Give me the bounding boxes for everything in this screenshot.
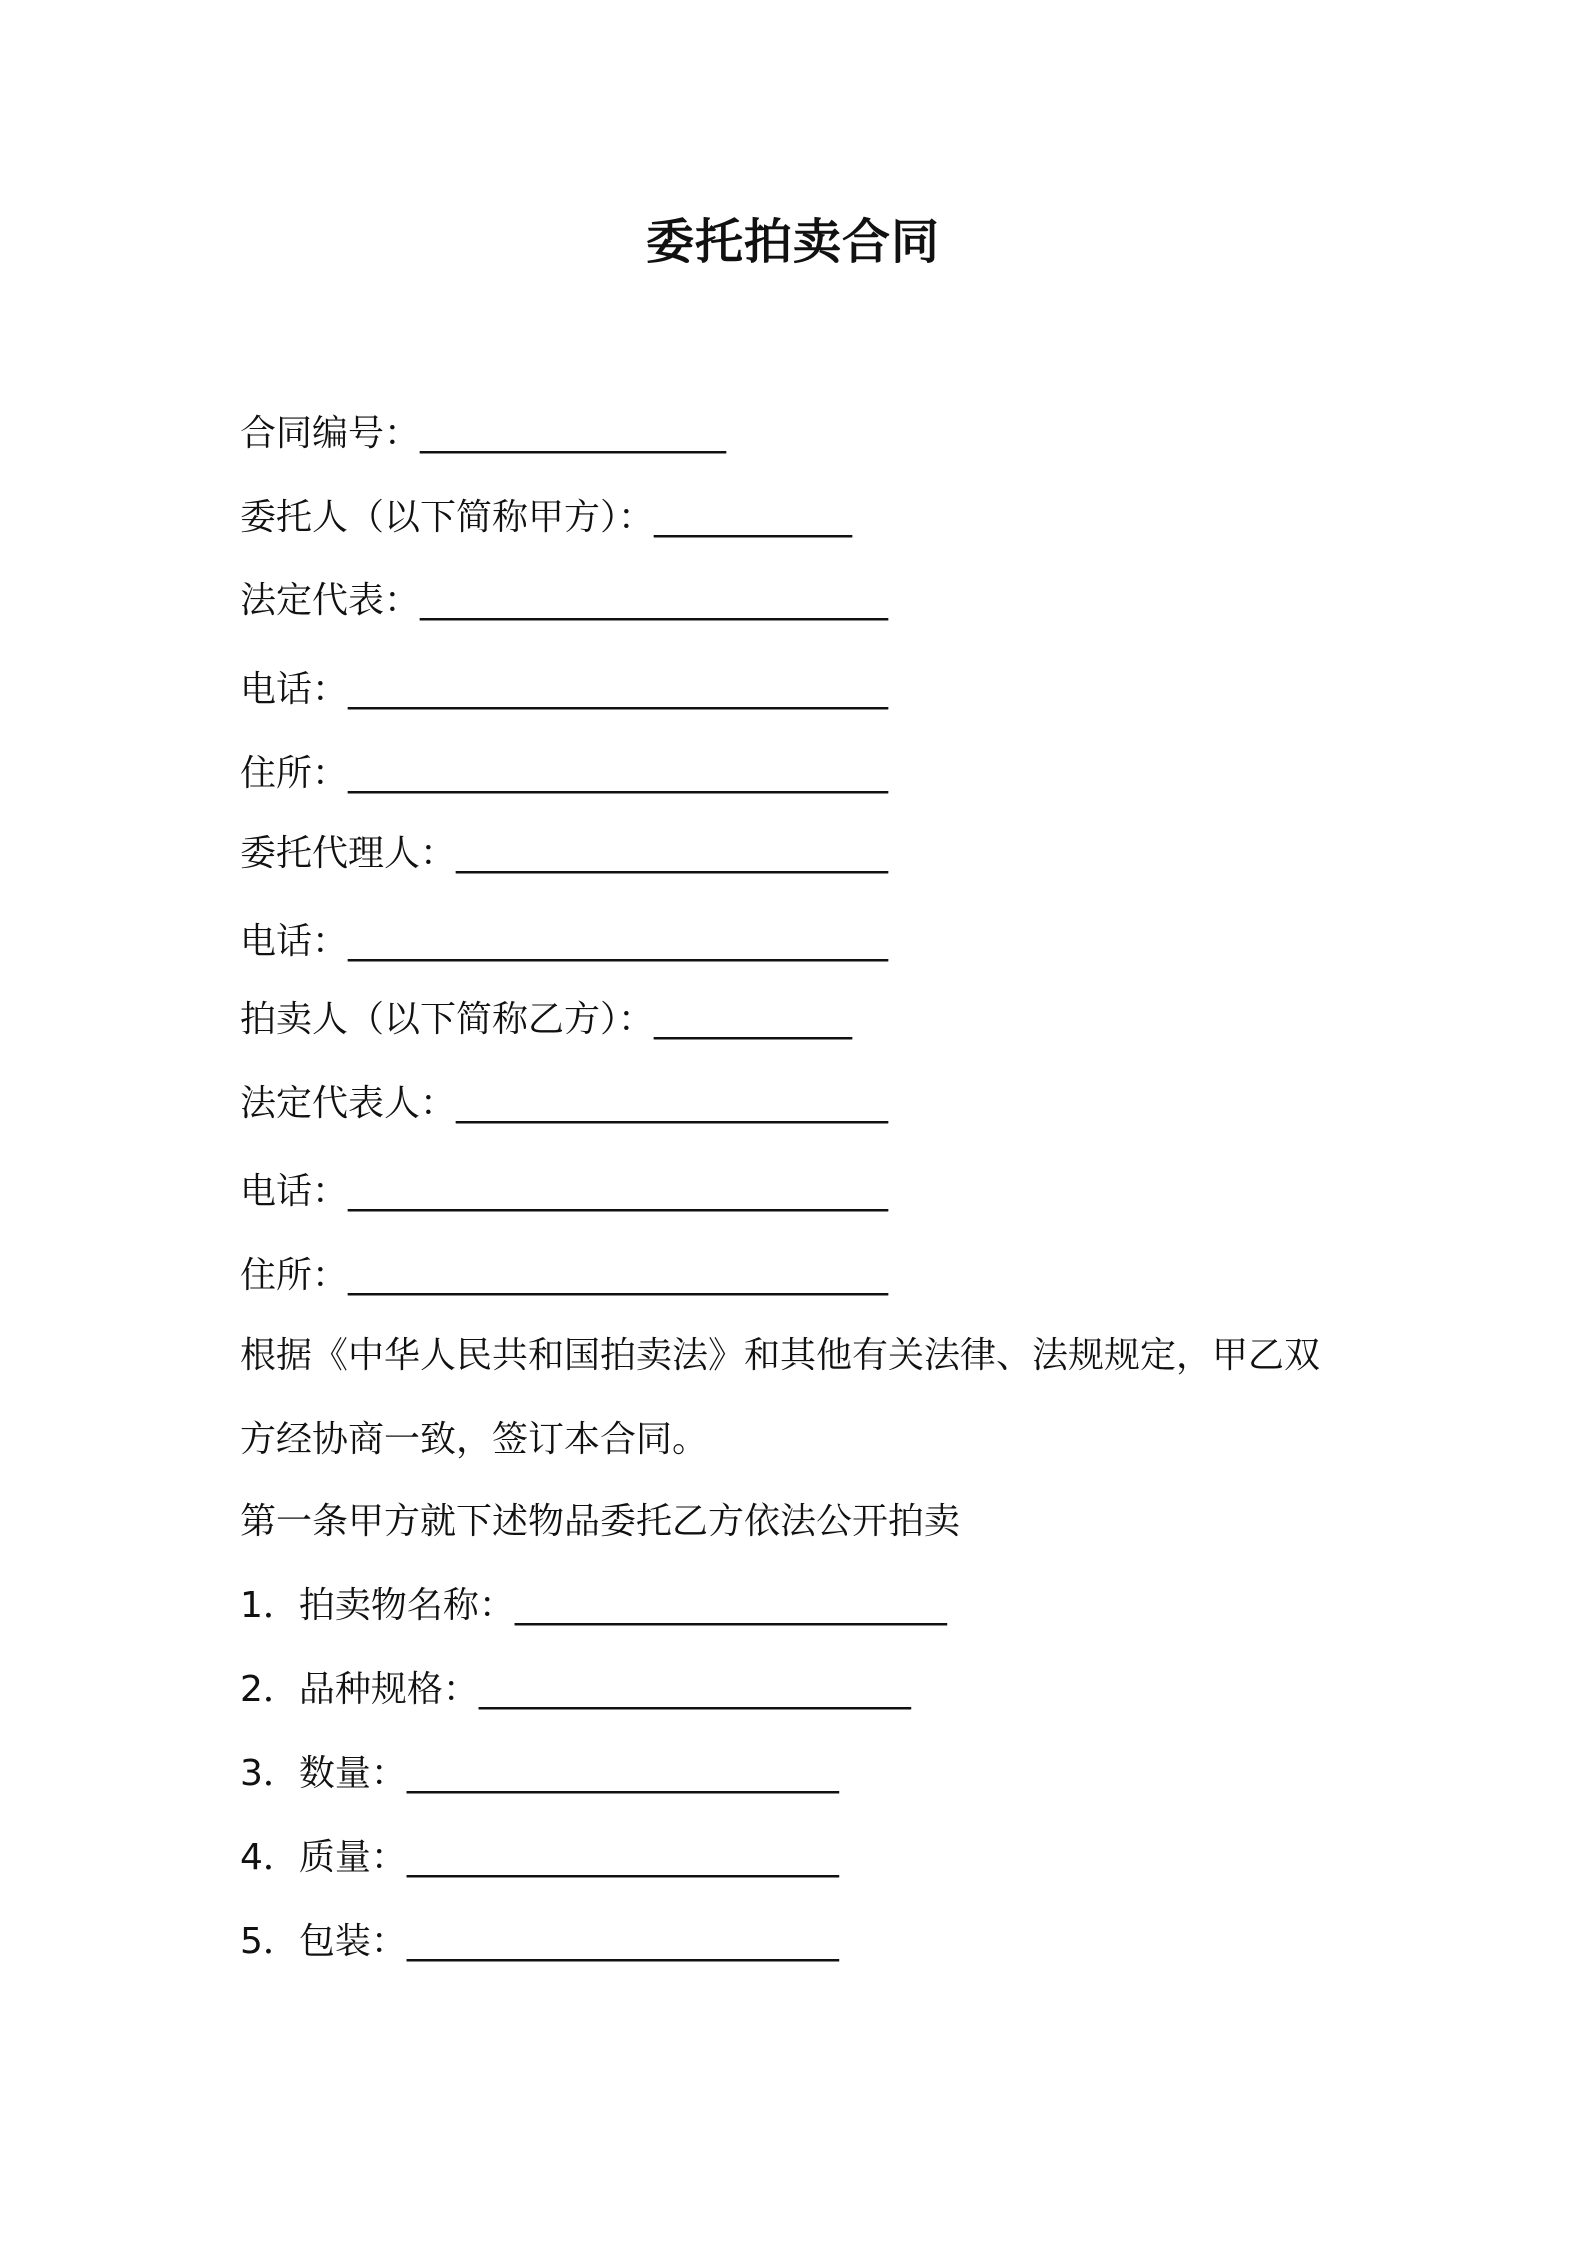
auctioneer-field: 拍卖人（以下简称乙方）：___________	[240, 999, 853, 1040]
preamble-paragraph-line-2: 方经协商一致，签订本合同。	[240, 1419, 709, 1460]
agent-field: 委托代理人：________________________	[240, 833, 889, 874]
auctioneer-legal-rep-field: 法定代表人：________________________	[240, 1083, 889, 1124]
legal-representative-field: 法定代表：__________________________	[240, 580, 889, 621]
item-name-field: 1．拍卖物名称：________________________	[240, 1585, 947, 1626]
client-address-field: 住所：______________________________	[240, 753, 889, 794]
item-spec-field: 2．品种规格：________________________	[240, 1669, 911, 1710]
document-title: 委托拍卖合同	[645, 214, 940, 270]
client-phone-field: 电话：______________________________	[240, 669, 889, 710]
item-quantity-field: 3．数量：________________________	[240, 1753, 839, 1794]
contract-number-field: 合同编号：_________________	[240, 413, 727, 454]
item-quality-field: 4．质量：________________________	[240, 1837, 839, 1878]
client-field: 委托人（以下简称甲方）：___________	[240, 497, 853, 538]
auctioneer-address-field: 住所：______________________________	[240, 1255, 889, 1296]
auctioneer-phone-field: 电话：______________________________	[240, 1171, 889, 1212]
article-one-heading: 第一条甲方就下述物品委托乙方依法公开拍卖	[240, 1501, 961, 1542]
item-packaging-field: 5．包装：________________________	[240, 1921, 839, 1962]
agent-phone-field: 电话：______________________________	[240, 921, 889, 962]
preamble-paragraph-line-1: 根据《中华人民共和国拍卖法》和其他有关法律、法规规定，甲乙双	[240, 1335, 1321, 1376]
